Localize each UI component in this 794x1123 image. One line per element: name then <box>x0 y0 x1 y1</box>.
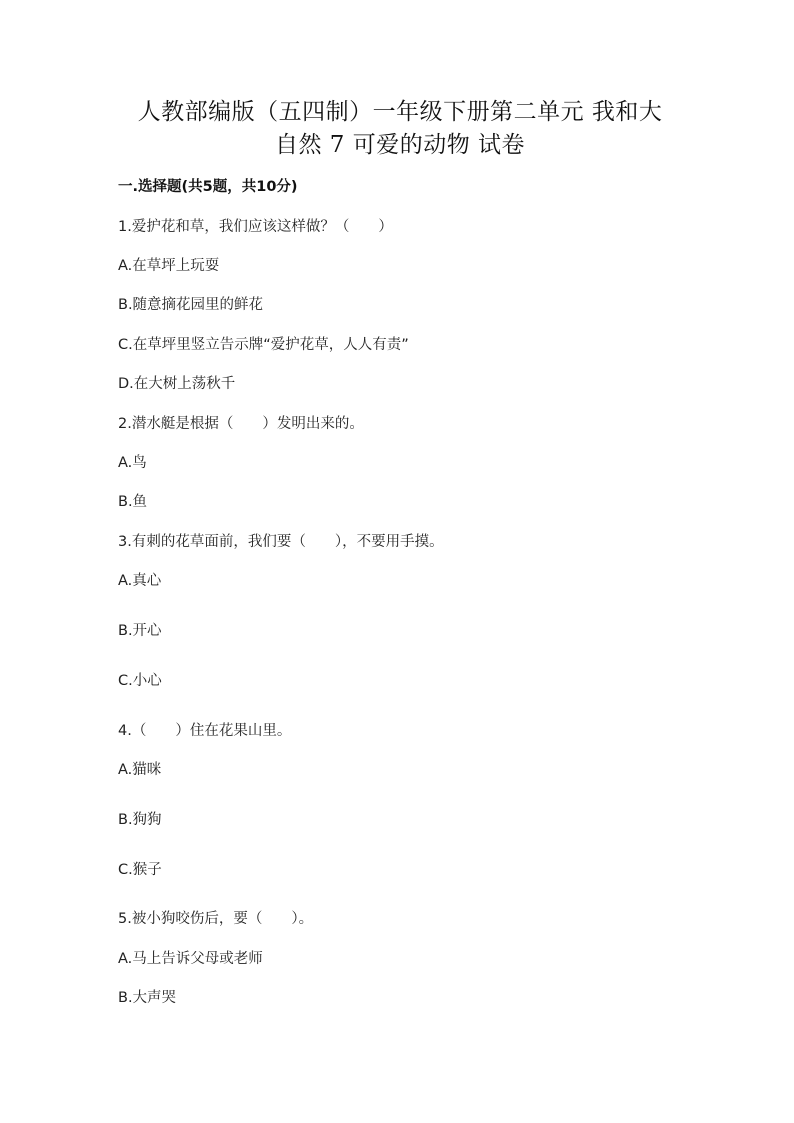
question-5-option-a: A.马上告诉父母或老师 <box>118 951 263 967</box>
document-title-line-1: 人教部编版（五四制）一年级下册第二单元 我和大 <box>137 99 663 125</box>
question-2-option-a: A.鸟 <box>118 455 147 471</box>
question-4-option-a: A.猫咪 <box>118 762 162 778</box>
question-5-stem: 5.被小狗咬伤后，要（ ）。 <box>118 911 314 927</box>
question-5-option-b: B.大声哭 <box>118 990 177 1006</box>
question-1-option-c: C.在草坪里竖立告示牌“爱护花草，人人有责” <box>118 337 409 353</box>
question-4-stem: 4.（ ）住在花果山里。 <box>118 723 292 739</box>
question-4-option-b: B.狗狗 <box>118 812 162 828</box>
question-3-stem: 3.有刺的花草面前，我们要（ ），不要用手摸。 <box>118 534 444 550</box>
question-3-option-b: B.开心 <box>118 623 162 639</box>
question-1-option-b: B.随意摘花园里的鲜花 <box>118 297 264 313</box>
section-heading: 一.选择题(共5题，共10分) <box>118 179 298 195</box>
question-2-option-b: B.鱼 <box>118 494 148 510</box>
question-1-stem: 1.爱护花和草，我们应该这样做？（ ） <box>118 219 393 235</box>
document-title-line-2: 自然 7 可爱的动物 试卷 <box>274 132 526 158</box>
question-2-stem: 2.潜水艇是根据（ ）发明出来的。 <box>118 416 364 432</box>
question-3-option-a: A.真心 <box>118 573 162 589</box>
question-4-option-c: C.猴子 <box>118 862 162 878</box>
question-3-option-c: C.小心 <box>118 673 162 689</box>
question-1-option-d: D.在大树上荡秋千 <box>118 376 236 392</box>
question-1-option-a: A.在草坪上玩耍 <box>118 258 220 274</box>
